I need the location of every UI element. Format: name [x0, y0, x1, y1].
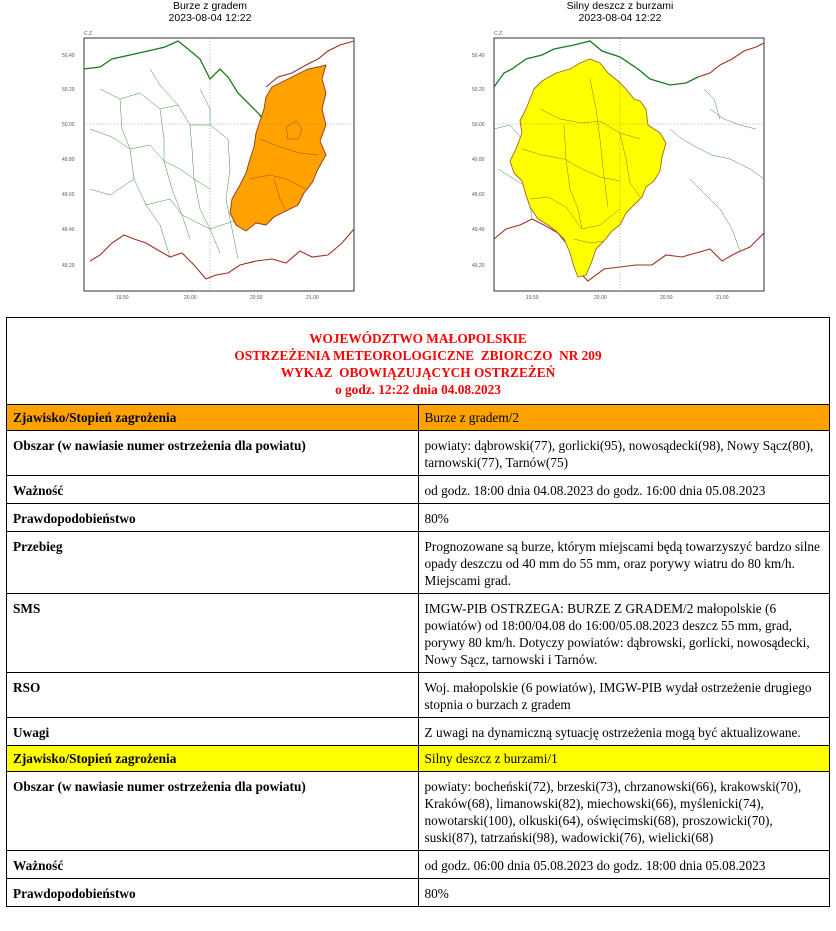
phenomenon-label: Zjawisko/Stopień zagrożenia	[7, 405, 419, 431]
sms-value: IMGW-PIB OSTRZEGA: BURZE Z GRADEM/2 małopolskie (6 powiatów) od 18:00/04.08 do 16:00/05.08.2023 deszcz 55 mm, grad, porywy 80 km/h. Dotyczy powiatów: dąbrowski, gorlicki, nowosądecki, Nowy Sącz, tarnowski i Tarnów.	[418, 594, 830, 673]
lat-tick: 49.20	[472, 263, 485, 269]
warning-probability-row	[7, 879, 830, 907]
lat-tick: 49.60	[62, 192, 75, 198]
warning-rso-row	[7, 673, 830, 718]
bulletin-title: OSTRZEŻENIA METEOROLOGICZNE ZBIORCZO NR 209	[234, 348, 602, 363]
issue-time: o godz. 12:22 dnia 04.08.2023	[335, 382, 501, 397]
lat-tick: 49.80	[472, 157, 485, 163]
lat-ticks	[62, 53, 75, 269]
area-label: Obszar (w nawiasie numer ostrzeżenia dla powiatu)	[7, 772, 419, 851]
lat-tick: 50.20	[472, 87, 485, 93]
phenomenon-value: Burze z gradem/2	[418, 405, 830, 431]
probability-label: Prawdopodobieństwo	[7, 504, 419, 532]
warning-validity-row	[7, 851, 830, 879]
map-corner-label: C.Z.	[494, 31, 504, 37]
lon-tick: 19.50	[526, 295, 539, 301]
course-label: Przebieg	[7, 532, 419, 594]
validity-label: Ważność	[7, 476, 419, 504]
map-title	[470, 0, 770, 24]
rso-label: RSO	[7, 673, 419, 718]
list-title: WYKAZ OBOWIĄZUJĄCYCH OSTRZEŻEŃ	[280, 365, 556, 380]
lon-tick: 20.00	[184, 295, 197, 301]
validity-value: od godz. 06:00 dnia 05.08.2023 do godz. 18:00 dnia 05.08.2023	[418, 851, 830, 879]
warning-notes-row	[7, 718, 830, 746]
lat-tick: 49.40	[472, 227, 485, 233]
lat-tick: 49.60	[472, 192, 485, 198]
lon-tick: 21.00	[716, 295, 729, 301]
lon-ticks	[116, 295, 319, 301]
lat-tick: 50.00	[62, 122, 75, 128]
notes-label: Uwagi	[7, 718, 419, 746]
lat-tick: 50.40	[62, 53, 75, 59]
area-label: Obszar (w nawiasie numer ostrzeżenia dla powiatu)	[7, 431, 419, 476]
lat-tick: 49.20	[62, 263, 75, 269]
sms-label: SMS	[7, 594, 419, 673]
lon-tick: 20.00	[594, 295, 607, 301]
lon-tick: 20.50	[660, 295, 673, 301]
warning-area-row	[7, 772, 830, 851]
probability-value: 80%	[418, 879, 830, 907]
warning-map	[470, 29, 770, 317]
area-value: powiaty: dąbrowski(77), gorlicki(95), nowosądecki(98), Nowy Sącz(80), tarnowski(77), Tarnów(75)	[418, 431, 830, 476]
probability-value: 80%	[418, 504, 830, 532]
warning-phenomenon-row	[7, 405, 830, 431]
lat-tick: 49.80	[62, 157, 75, 163]
map-title-label: Silny deszcz z burzami	[566, 0, 674, 12]
lat-tick: 49.40	[62, 227, 75, 233]
warning-probability-row	[7, 504, 830, 532]
map-storms-hail	[60, 0, 360, 317]
warning-map	[60, 29, 360, 317]
map-corner-label: C.Z.	[84, 31, 94, 37]
lat-tick: 50.00	[472, 122, 485, 128]
warning-validity-row	[7, 476, 830, 504]
rso-value: Woj. małopolskie (6 powiatów), IMGW-PIB wydał ostrzeżenie drugiego stopnia o burzach z gradem	[418, 673, 830, 718]
notes-value: Z uwagi na dynamiczną sytuację ostrzeżenia mogą być aktualizowane.	[418, 718, 830, 746]
warning-course-row	[7, 532, 830, 594]
warning-sms-row	[7, 594, 830, 673]
probability-label: Prawdopodobieństwo	[7, 879, 419, 907]
map-heavy-rain	[470, 0, 770, 317]
phenomenon-label: Zjawisko/Stopień zagrożenia	[7, 746, 419, 772]
lon-tick: 20.50	[250, 295, 263, 301]
validity-label: Ważność	[7, 851, 419, 879]
phenomenon-value: Silny deszcz z burzami/1	[418, 746, 830, 772]
lat-tick: 50.20	[62, 87, 75, 93]
course-value: Prognozowane są burze, którym miejscami będą towarzyszyć bardzo silne opady deszczu od 40 mm do 55 mm, oraz porywy wiatru do 80 km/h. Miejscami grad.	[418, 532, 830, 594]
validity-value: od godz. 18:00 dnia 04.08.2023 do godz. 16:00 dnia 05.08.2023	[418, 476, 830, 504]
document-header	[7, 318, 830, 405]
warnings-table	[6, 317, 830, 907]
warning-area-row	[7, 431, 830, 476]
lon-tick: 21.00	[306, 295, 319, 301]
map-title	[60, 0, 360, 24]
lat-ticks	[472, 53, 485, 269]
lon-ticks	[526, 295, 729, 301]
lat-tick: 50.40	[472, 53, 485, 59]
map-datetime: 2023-08-04 12:22	[168, 12, 252, 24]
region-title: WOJEWÓDZTWO MAŁOPOLSKIE	[309, 331, 527, 346]
map-datetime: 2023-08-04 12:22	[578, 12, 662, 24]
map-title-label: Burze z gradem	[172, 0, 248, 12]
warning-phenomenon-row	[7, 746, 830, 772]
area-value: powiaty: bocheński(72), brzeski(73), chrzanowski(66), krakowski(70), Kraków(68), limanowski(82), miechowski(66), myślenicki(74), nowotarski(100), olkuski(64), oświęcimski(68), proszowicki(70), suski(87), tatrzański(98), wadowicki(76), wielicki(68)	[418, 772, 830, 851]
lon-tick: 19.50	[116, 295, 129, 301]
